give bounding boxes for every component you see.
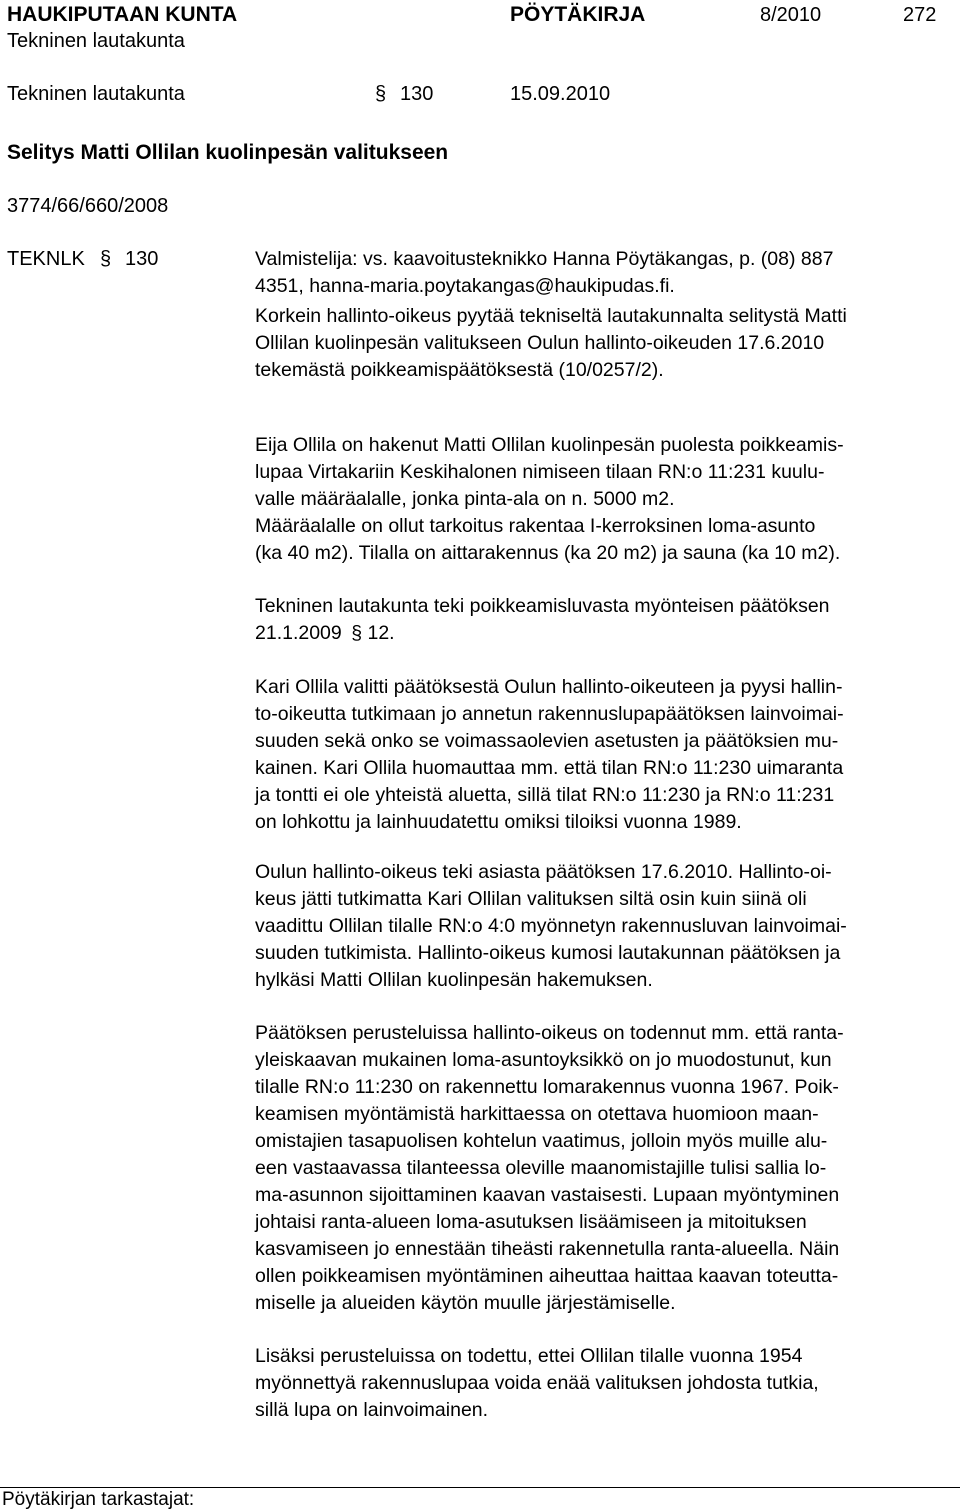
text-line: keamisen myöntämistä harkittaessa on otettava huomioon maan- [255, 1103, 819, 1125]
decision-date: 21.1.2009 [255, 622, 342, 644]
text-line: Ollilan kuolinpesän valitukseen Oulun hallinto-oikeuden 17.6.2010 [255, 332, 825, 354]
page-title: Selitys Matti Ollilan kuolinpesän valitukseen [7, 141, 449, 164]
text-line: johtaisi ranta-alueen loma-asutuksen lisäämiseen ja mitoituksen [255, 1211, 807, 1233]
left-ref-section-sign: § [100, 248, 112, 270]
text-line: miselle ja alueiden käytön muulle järjestämiselle. [255, 1292, 676, 1314]
left-ref-section: 130 [125, 248, 159, 270]
meeting-section-sign [375, 83, 386, 106]
paragraph-1 [255, 303, 955, 384]
footer-label: Pöytäkirjan tarkastajat: [2, 1489, 195, 1510]
meeting-date: 15.09.2010 [510, 83, 611, 105]
document-number: 8/2010 [760, 4, 822, 26]
paragraph-4 [255, 674, 955, 836]
paragraph-6 [255, 1020, 955, 1317]
paragraph-2 [255, 432, 955, 567]
paragraph-7 [255, 1343, 955, 1424]
text-line: ma-asunnon sijoittaminen kaavan vastaisesti. Lupaan myöntyminen [255, 1184, 840, 1206]
text-line: Eija Ollila on hakenut Matti Ollilan kuolinpesän puolesta poikkeamis- [255, 434, 844, 456]
preparer-block [255, 246, 955, 300]
text-line: ollen poikkeamisen myöntäminen aiheuttaa haittaa kaavan toteutta- [255, 1265, 839, 1287]
text-line: myönnettyä rakennuslupaa voida enää valituksen johdosta tutkia, [255, 1372, 819, 1394]
text-line: Tekninen lautakunta teki poikkeamisluvasta myönteisen päätöksen [255, 595, 830, 617]
text-line: tilalle RN:o 11:230 on rakennettu lomarakennus vuonna 1967. Poik- [255, 1076, 839, 1098]
text-line: Korkein hallinto-oikeus pyytää tekniseltä lautakunnalta selitystä Matti [255, 305, 847, 327]
document-type: PÖYTÄKIRJA [510, 3, 646, 26]
text-line: suuden tutkimista. Hallinto-oikeus kumosi lautakunnan päätöksen ja [255, 942, 841, 964]
footer-divider [0, 1487, 960, 1488]
preparer-line: 4351, hanna-maria.poytakangas@haukipudas.fi. [255, 275, 675, 297]
meeting-body: Tekninen lautakunta [7, 83, 185, 105]
header-body-name: Tekninen lautakunta [7, 30, 185, 52]
text-line: on lohkottu ja lainhuudatettu omiksi tiloiksi vuonna 1989. [255, 811, 742, 833]
text-line: omistajien tasapuolisen kohtelun vaatimus, jolloin myös muille alu- [255, 1130, 828, 1152]
meeting-section: 130 [400, 83, 434, 105]
text-line: to-oikeutta tutkimaan jo annetun rakennuslupapäätöksen lainvoimai- [255, 703, 844, 725]
decision-section: 12. [367, 622, 395, 644]
text-line: Kari Ollila valitti päätöksestä Oulun hallinto-oikeuteen ja pyysi hallin- [255, 676, 843, 698]
paragraph-3 [255, 593, 955, 647]
text-line: ja tontti ei ole yhteistä aluetta, sillä tilat RN:o 11:230 ja RN:o 11:231 [255, 784, 835, 806]
text-line: Määräalalle on ollut tarkoitus rakentaa I-kerroksinen loma-asunto [255, 515, 816, 537]
text-line: vaadittu Ollilan tilalle RN:o 4:0 myönnetyn rakennusluvan lainvoimai- [255, 915, 847, 937]
page-number: 272 [903, 4, 937, 26]
text-line [255, 620, 955, 647]
paragraph-5 [255, 859, 955, 994]
text-line: kasvamiseen jo ennestään tiheästi rakennetulla ranta-alueella. Näin [255, 1238, 840, 1260]
case-number: 3774/66/660/2008 [7, 195, 169, 217]
municipality-name: HAUKIPUTAAN KUNTA [7, 3, 238, 26]
preparer-line: Valmistelija: vs. kaavoitusteknikko Hanna Pöytäkangas, p. (08) 887 [255, 248, 834, 270]
text-line: kainen. Kari Ollila huomauttaa mm. että tilan RN:o 11:230 uimaranta [255, 757, 844, 779]
left-ref-code: TEKNLK [7, 248, 85, 270]
text-line: een vastaavassa tilanteessa oleville maanomistajille tulisi sallia lo- [255, 1157, 827, 1179]
text-line: tekemästä poikkeamispäätöksestä (10/0257/2). [255, 359, 664, 381]
text-line: lupaa Virtakariin Keskihalonen nimiseen tilaan RN:o 11:231 kuulu- [255, 461, 825, 483]
text-line: sillä lupa on lainvoimainen. [255, 1399, 489, 1421]
text-line: Oulun hallinto-oikeus teki asiasta päätöksen 17.6.2010. Hallinto-oi- [255, 861, 832, 883]
text-line: yleiskaavan mukainen loma-asuntoyksikkö on jo muodostunut, kun [255, 1049, 832, 1071]
section-sign: § [351, 622, 363, 644]
text-line: Lisäksi perusteluissa on todettu, ettei Ollilan tilalle vuonna 1954 [255, 1345, 803, 1367]
text-line: valle määräalalle, jonka pinta-ala on n. 5000 m2. [255, 488, 675, 510]
text-line: keus jätti tutkimatta Kari Ollilan valituksen siltä osin kuin siinä oli [255, 888, 807, 910]
text-line: hylkäsi Matti Ollilan kuolinpesän hakemuksen. [255, 969, 653, 991]
section-sign: § [375, 83, 387, 105]
text-line: Päätöksen perusteluissa hallinto-oikeus on todennut mm. että ranta- [255, 1022, 844, 1044]
text-line: suuden sekä onko se voimassaolevien asetusten ja päätöksien mu- [255, 730, 839, 752]
text-line: (ka 40 m2). Tilalla on aittarakennus (ka 20 m2) ja sauna (ka 10 m2). [255, 542, 841, 564]
